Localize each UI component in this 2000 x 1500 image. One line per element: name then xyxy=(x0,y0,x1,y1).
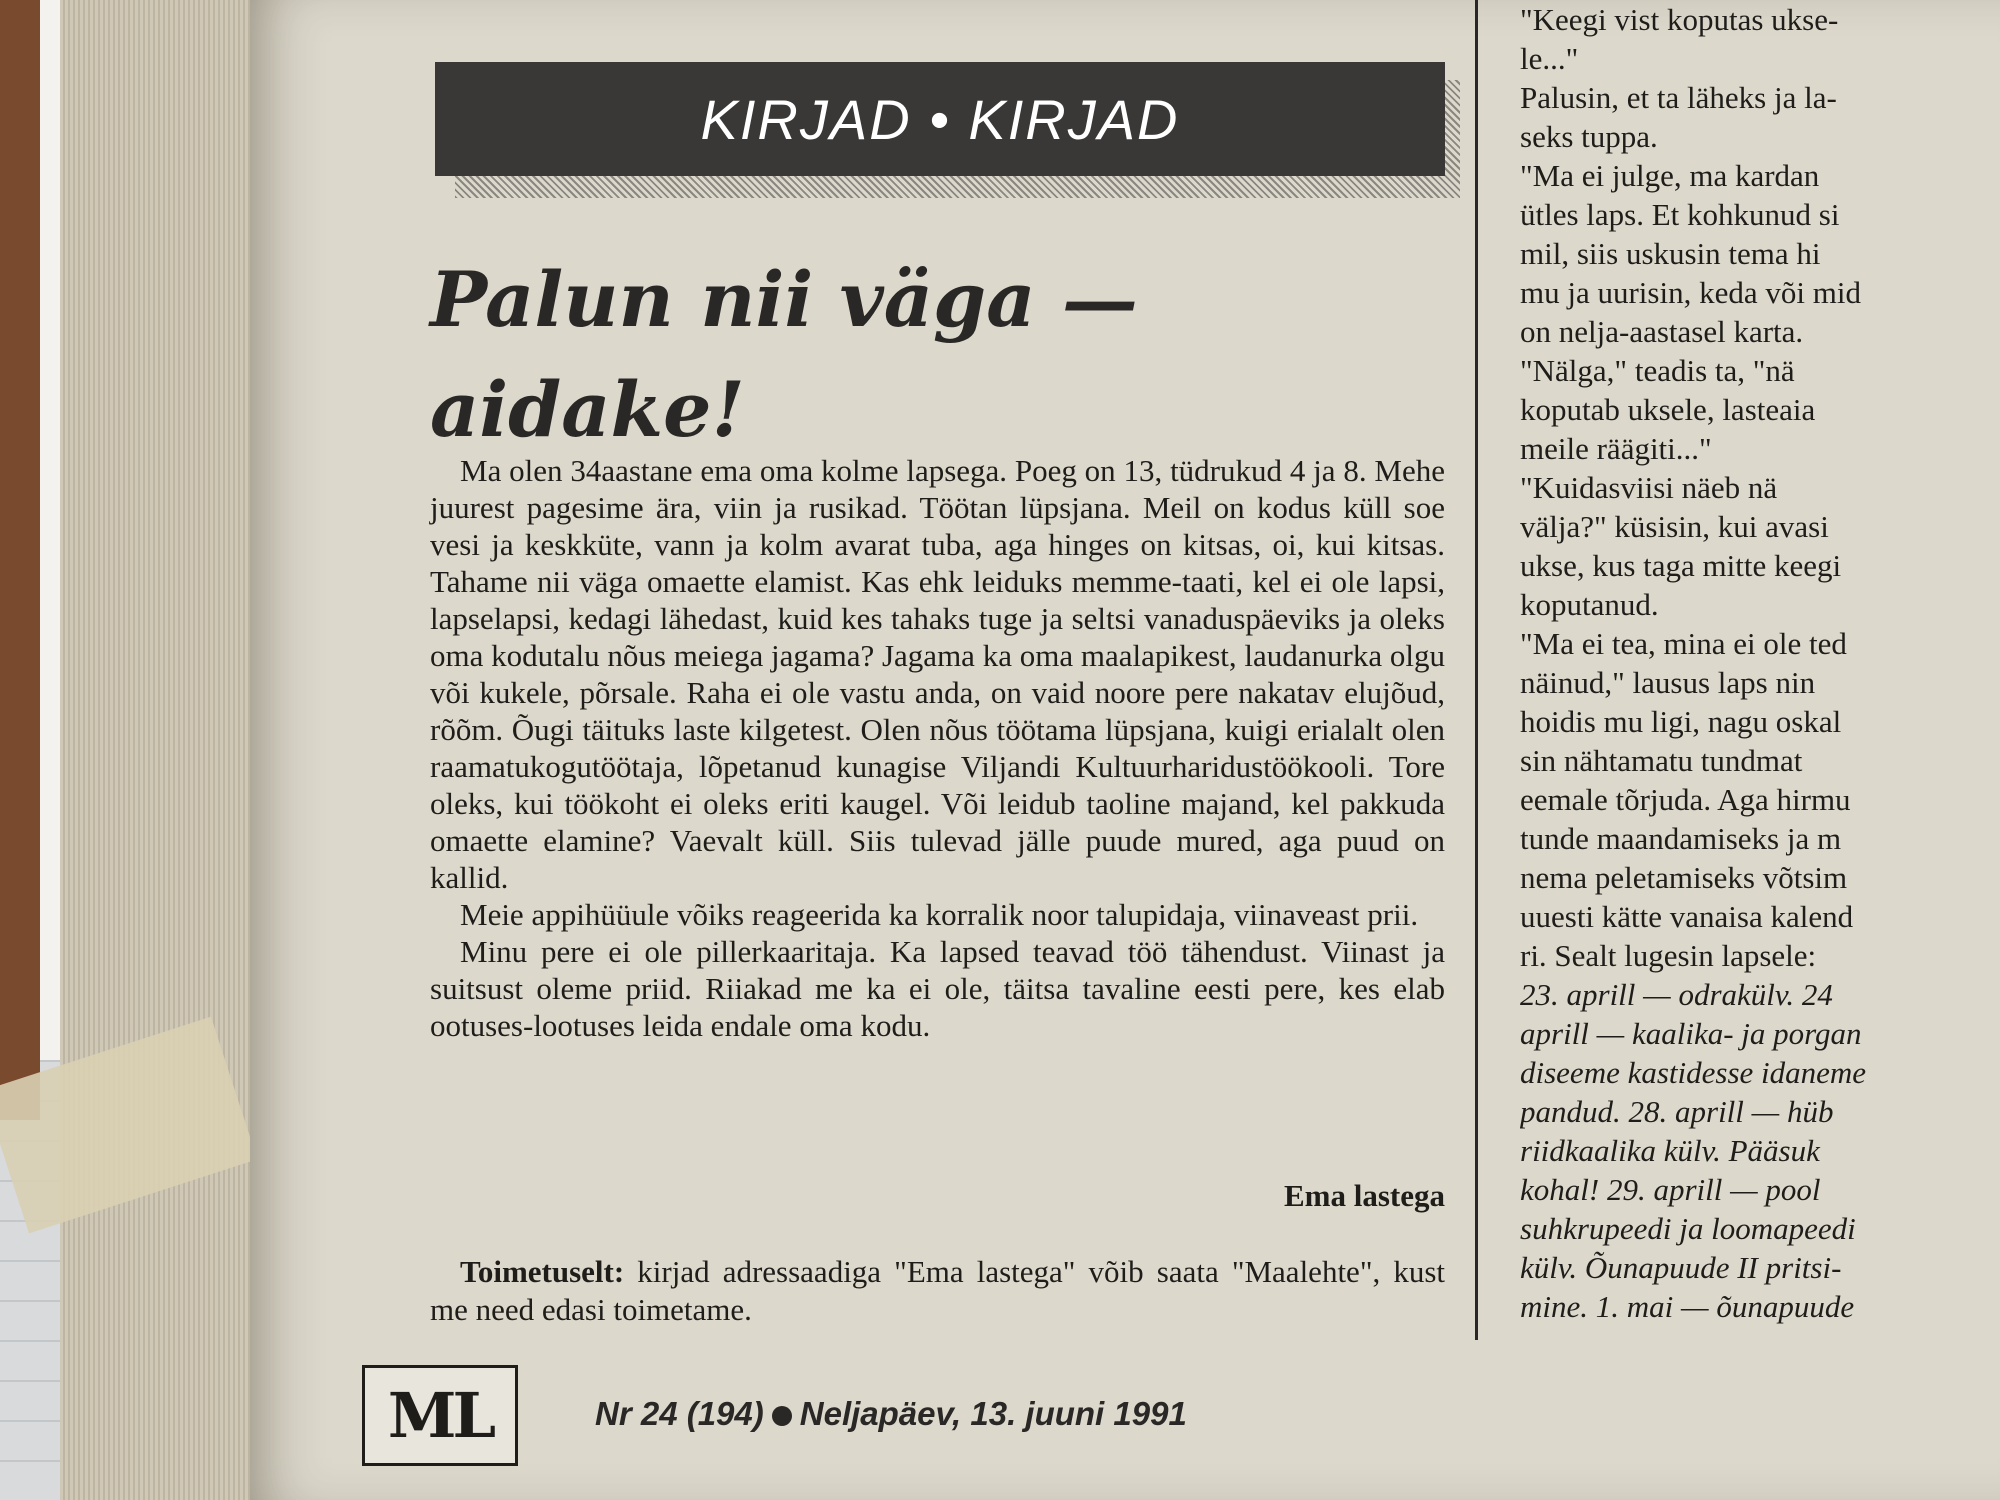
column-line: "Nälga," teadis ta, "nä xyxy=(1520,353,1795,388)
column-line: 23. aprill — odrakülv. 24 xyxy=(1520,977,1833,1012)
column-line: näinud," lausus laps nin xyxy=(1520,665,1816,700)
book-cover xyxy=(0,0,40,1120)
issue-number: Nr 24 (194) xyxy=(595,1395,764,1432)
body-paragraph-3: Minu pere ei ole pillerkaaritaja. Ka lapsed teavad töö tähendust. Viinast ja suitsust oleme priid. Riiakad me ka ei ole, täitsa tavaline eesti pere, kes elab ootuses-lootuses leida endale oma kodu. xyxy=(430,934,1445,1043)
section-banner: KIRJAD • KIRJAD xyxy=(435,62,1445,176)
column-line: kohal! 29. aprill — pool xyxy=(1520,1172,1821,1207)
column-line: tunde maandamiseks ja m xyxy=(1520,821,1842,856)
body-paragraph-2: Meie appihüüule võiks reageerida ka korralik noor talupidaja, viinaveast prii. xyxy=(460,897,1419,932)
column-line: mine. 1. mai — õunapuude xyxy=(1520,1289,1855,1324)
column-line: aprill — kaalika- ja porgan xyxy=(1520,1016,1862,1051)
column-line: "Kuidasviisi näeb nä xyxy=(1520,470,1778,505)
column-line: koputab uksele, lasteaia xyxy=(1520,392,1816,427)
column-line: seks tuppa. xyxy=(1520,119,1658,154)
column-line: meile räägiti..." xyxy=(1520,431,1712,466)
column-line: Palusin, et ta läheks ja la- xyxy=(1520,80,1837,115)
column-line: le..." xyxy=(1520,41,1579,76)
column-line: "Ma ei julge, ma kardan xyxy=(1520,158,1820,193)
column-line: külv. Õunapuude II pritsi- xyxy=(1520,1250,1842,1285)
column-line: nema peletamiseks võtsim xyxy=(1520,860,1848,895)
article-body xyxy=(430,452,1445,1044)
column-line: mil, siis uskusin tema hi xyxy=(1520,236,1821,271)
editor-note-text: kirjad adressaadiga "Ema lastega" võib saata "Maalehte", kust me need edasi toimetame. xyxy=(430,1254,1445,1327)
column-line: ri. Sealt lugesin lapsele: xyxy=(1520,938,1817,973)
column-line: uuesti kätte vanaisa kalend xyxy=(1520,899,1854,934)
headline-line-1: Palun nii väga — xyxy=(430,255,1138,344)
column-line: hoidis mu ligi, nagu oskal xyxy=(1520,704,1842,739)
editor-note-label: Toimetuselt: xyxy=(460,1254,625,1289)
column-line: diseeme kastidesse idaneme xyxy=(1520,1055,1867,1090)
column-line: on nelja-aastasel karta. xyxy=(1520,314,1804,349)
column-line: suhkrupeedi ja loomapeedi xyxy=(1520,1211,1856,1246)
article-headline xyxy=(430,245,1430,465)
column-line: koputanud. xyxy=(1520,587,1659,622)
column-divider xyxy=(1475,0,1478,1340)
editor-note xyxy=(430,1253,1445,1329)
column-line: riidkaalika külv. Pääsuk xyxy=(1520,1133,1820,1168)
column-line: eemale tõrjuda. Aga hirmu xyxy=(1520,782,1851,817)
bullet-dot-icon xyxy=(772,1406,792,1426)
issue-line xyxy=(595,1395,1187,1433)
column-line: ukse, kus taga mitte keegi xyxy=(1520,548,1842,583)
body-paragraph-1: Ma olen 34aastane ema oma kolme lapsega. Poeg on 13, tüdrukud 4 ja 8. Mehe juurest pagesime ära, viin ja rusikad. Töötan lüpsjana. Meil on kodus küll soe vesi ja keskküte, vann ja kolm avarat tuba, aga hinges on kitsas, oi, kui kitsas. Tahame nii väga omaette elamist. Kas ehk leiduks memme-taati, kel ei ole lapsi, lapselapsi, kedagi lähedast, kuid kes tahaks tuge ja seltsi vanaduspäeviks ja oleks oma kodutalu nõus meiega jagama? Jagama ka oma maalapikest, laudanurka olgu või kukele, põrsale. Raha ei ole vastu anda, on vaid noore pere nakatav elujõud, rõõm. Õugi täituks laste kilgetest. Olen nõus töötama lüpsjana, kuigi erialalt olen raamatukogutöötaja, lõpetanud kunagise Viljandi Kultuurharidustöökooli. Tore oleks, kui töökoht ei oleks eriti kaugel. Või leidub taoline majand, kel pakkuda omaette elamine? Vaevalt küll. Siis tulevad jälle puude mured, aga puud on kallid. xyxy=(430,453,1445,895)
column-line: välja?" küsisin, kui avasi xyxy=(1520,509,1829,544)
letter-signature: Ema lastega xyxy=(1283,1178,1445,1213)
column-line: mu ja uurisin, keda või mid xyxy=(1520,275,1861,310)
adjacent-column xyxy=(1520,0,2000,1350)
column-line: pandud. 28. aprill — hüb xyxy=(1520,1094,1834,1129)
column-line: sin nähtamatu tundmat xyxy=(1520,743,1803,778)
page-stack xyxy=(60,0,260,1500)
column-line: "Keegi vist koputas ukse- xyxy=(1520,2,1839,37)
newspaper-page xyxy=(250,0,2000,1500)
column-line: "Ma ei tea, mina ei ole ted xyxy=(1520,626,1847,661)
column-line: ütles laps. Et kohkunud si xyxy=(1520,197,1840,232)
newspaper-logo: ML xyxy=(362,1365,518,1466)
headline-line-2: aidake! xyxy=(430,365,745,454)
issue-date: Neljapäev, 13. juuni 1991 xyxy=(799,1395,1187,1432)
